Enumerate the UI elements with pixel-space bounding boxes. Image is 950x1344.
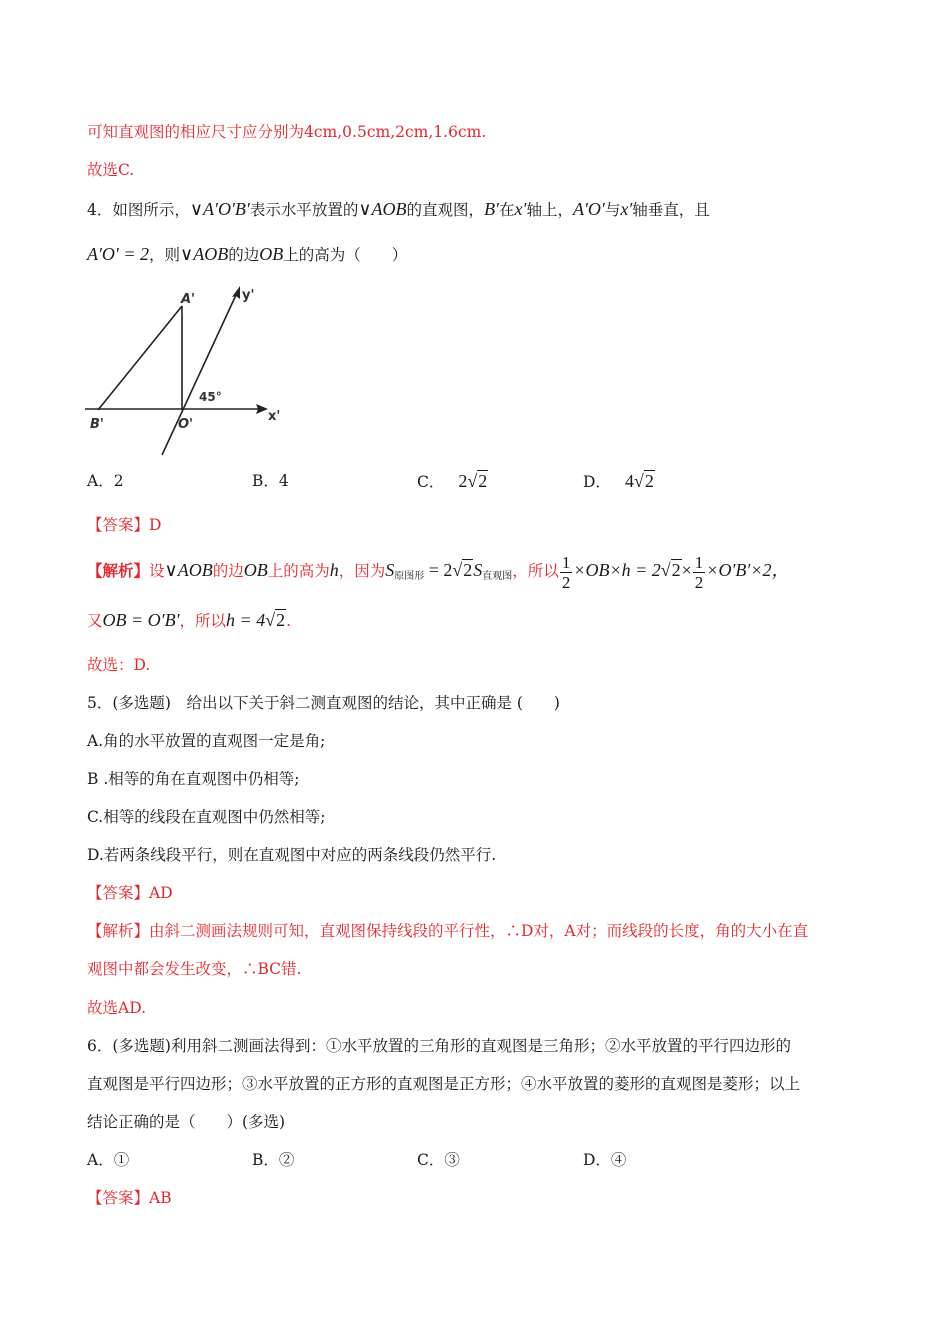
label-A: A' xyxy=(181,292,196,307)
question-4-text: 4．如图所示，∨A′O′B′表示水平放置的∨AOB的直观图，B′在x′轴上，A′O′与x′轴垂直，且 xyxy=(87,199,710,219)
q6-option-c: C．③ xyxy=(417,1151,460,1169)
q6-option-a: A．① xyxy=(87,1151,130,1169)
q6-answer: 【答案】AB xyxy=(87,1189,172,1207)
q6-option-d: D．④ xyxy=(583,1151,627,1169)
q5-option-c: C.相等的线段在直观图中仍然相等; xyxy=(87,808,326,826)
option-a: A．2 xyxy=(87,472,124,490)
option-b: B．4 xyxy=(252,472,289,490)
option-d: D． 4√2 xyxy=(583,471,654,491)
q5-answer: 【答案】AD xyxy=(87,884,173,902)
oblique-diagram xyxy=(82,283,292,458)
q5-option-a: A.角的水平放置的直观图一定是角; xyxy=(87,732,326,750)
q4-answer: 【答案】D xyxy=(87,516,162,534)
label-B: B' xyxy=(90,417,104,432)
q5-explanation: 【解析】由斜二测画法规则可知，直观图保持线段的平行性，∴D对，A对；而线段的长度，角的大小在直 xyxy=(87,922,809,940)
option-c: C． 2√2 xyxy=(417,471,488,491)
question-6-text-3: 结论正确的是（ ）(多选) xyxy=(87,1113,286,1131)
q4-explanation: 【解析】设∨AOB的边OB上的高为h，因为$S_{原图形} = 2√2S_{直观图}$，所以 $\frac{1}{2}$ ×OB×h = 2√2× $\frac{1}{2}$ ×O′B′×2， xyxy=(87,552,790,592)
q6-option-b: B．② xyxy=(252,1151,295,1169)
text-line: 可知直观图的相应尺寸应分别为4cm,0.5cm,2cm,1.6cm. xyxy=(87,123,487,141)
q5-option-b: B .相等的角在直观图中仍相等; xyxy=(87,770,300,788)
q5-conclusion: 故选AD. xyxy=(87,999,146,1017)
q5-option-d: D.若两条线段平行，则在直观图中对应的两条线段仍然平行. xyxy=(87,846,497,864)
label-x: x' xyxy=(268,409,281,424)
question-5-text: 5．(多选题) 给出以下关于斜二测直观图的结论，其中正确是 ( ) xyxy=(87,694,560,712)
q4-conclusion: 故选：D. xyxy=(87,656,151,674)
question-4-text-2: A′O′ = 2，则∨AOB的边OB上的高为（ ） xyxy=(87,244,408,264)
text-line: 故选C. xyxy=(87,161,135,179)
q5-explanation-2: 观图中都会发生改变，∴BC错. xyxy=(87,960,302,978)
question-6-text-2: 直观图是平行四边形；③水平放置的正方形的直观图是正方形；④水平放置的菱形的直观图是菱形；以上 xyxy=(87,1075,801,1093)
angle-label: 45° xyxy=(199,390,222,404)
q4-explanation-2: 又OB = O′B′，所以h = 4√2. xyxy=(87,610,292,630)
label-y: y' xyxy=(242,288,255,303)
question-6-text: 6．(多选题)利用斜二测画法得到：①水平放置的三角形的直观图是三角形；②水平放置的平行四边形的 xyxy=(87,1037,791,1055)
label-O: O' xyxy=(178,417,194,432)
